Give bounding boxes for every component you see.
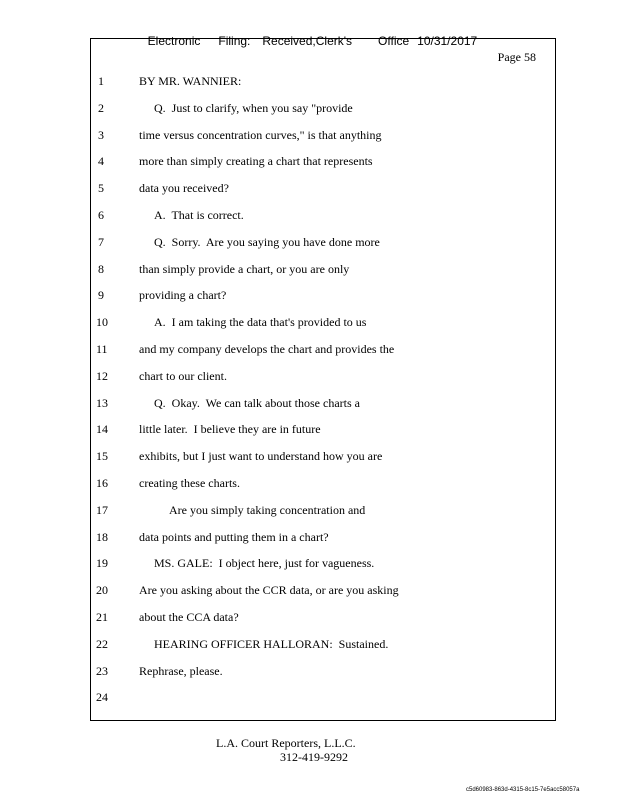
- transcript-line: [0, 208, 618, 224]
- transcript-line: [0, 690, 618, 706]
- line-number: 7: [98, 234, 104, 249]
- line-number: 21: [96, 610, 108, 624]
- transcript-line: [0, 128, 618, 144]
- line-number: 6: [98, 208, 104, 222]
- line-text: MS. GALE: I object here, just for vagueness.: [154, 556, 375, 571]
- line-text: data points and putting them in a chart?: [139, 529, 329, 544]
- line-text: HEARING OFFICER HALLORAN: Sustained.: [154, 636, 389, 651]
- line-number: 4: [98, 154, 104, 169]
- line-text: Rephrase, please.: [139, 663, 223, 678]
- line-number: 10: [96, 315, 108, 330]
- line-text: data you received?: [139, 181, 229, 196]
- line-number: 13: [96, 395, 108, 410]
- line-number: 23: [96, 663, 108, 678]
- line-number: 24: [96, 690, 108, 705]
- page-number: Page 58: [497, 50, 536, 64]
- transcript-line: [0, 369, 618, 385]
- transcript-line: [0, 315, 618, 331]
- transcript-line: [0, 637, 618, 653]
- header-part: Filing:: [218, 34, 251, 48]
- line-number: 20: [96, 583, 108, 598]
- line-text: and my company develops the chart and provides the: [139, 342, 395, 356]
- transcript-line: [0, 342, 618, 358]
- transcript-line: [0, 556, 618, 572]
- transcript-line: [0, 610, 618, 626]
- header-part: Office: [378, 34, 410, 48]
- line-text: exhibits, but I just want to understand how you are: [139, 449, 383, 464]
- line-number: 11: [96, 342, 108, 356]
- line-text: creating these charts.: [139, 476, 240, 490]
- document-id: c5d60983-863d-4315-8c15-7e5acc58057a: [466, 787, 580, 793]
- line-text: BY MR. WANNIER:: [139, 74, 242, 88]
- line-number: 19: [96, 556, 108, 571]
- line-number: 18: [96, 529, 108, 544]
- transcript-line: [0, 422, 618, 438]
- transcript-line: [0, 396, 618, 412]
- line-number: 8: [98, 261, 104, 276]
- transcript-line: [0, 181, 618, 197]
- header-part: Received,Clerk's: [262, 34, 353, 48]
- line-number: 22: [96, 636, 108, 651]
- transcript-line: [0, 530, 618, 546]
- transcript-line: [0, 503, 618, 519]
- line-text: A. That is correct.: [154, 208, 244, 222]
- line-number: 2: [98, 100, 104, 115]
- line-text: Q. Just to clarify, when you say "provide: [154, 100, 353, 115]
- transcript-line: [0, 288, 618, 304]
- line-text: about the CCA data?: [139, 610, 239, 624]
- transcript-line: [0, 262, 618, 278]
- line-number: 15: [96, 449, 108, 464]
- line-text: Q. Sorry. Are you saying you have done more: [154, 234, 380, 249]
- line-number: 5: [98, 181, 104, 196]
- line-text: Are you asking about the CCR data, or are you asking: [139, 583, 399, 598]
- transcript-line: [0, 664, 618, 680]
- line-text: little later. I believe they are in future: [139, 422, 321, 437]
- transcript-line: [0, 235, 618, 251]
- line-number: 9: [98, 288, 104, 303]
- line-text: Are you simply taking concentration and: [169, 502, 366, 517]
- header-part: 10/31/2017: [417, 34, 478, 48]
- line-text: more than simply creating a chart that represents: [139, 154, 373, 169]
- line-number: 17: [96, 502, 108, 517]
- line-number: 16: [96, 476, 108, 490]
- transcript-line: [0, 154, 618, 170]
- line-text: Q. Okay. We can talk about those charts a: [154, 395, 360, 410]
- footer-company: L.A. Court Reporters, L.L.C.: [216, 736, 356, 750]
- line-number: 3: [98, 127, 104, 142]
- transcript-line: [0, 449, 618, 465]
- line-number: 1: [98, 74, 104, 88]
- transcript-line: [0, 101, 618, 117]
- line-text: providing a chart?: [139, 288, 227, 303]
- header-part: Electronic: [147, 34, 201, 48]
- line-text: than simply provide a chart, or you are only: [139, 261, 350, 276]
- line-text: chart to our client.: [139, 368, 227, 383]
- transcript-line: [0, 583, 618, 599]
- line-text: A. I am taking the data that's provided to us: [154, 315, 367, 330]
- transcript-line: [0, 476, 618, 492]
- line-number: 14: [96, 422, 108, 437]
- transcript-line: [0, 74, 618, 90]
- line-text: time versus concentration curves," is that anything: [139, 127, 382, 142]
- line-number: 12: [96, 368, 108, 383]
- footer-phone: 312-419-9292: [280, 750, 348, 764]
